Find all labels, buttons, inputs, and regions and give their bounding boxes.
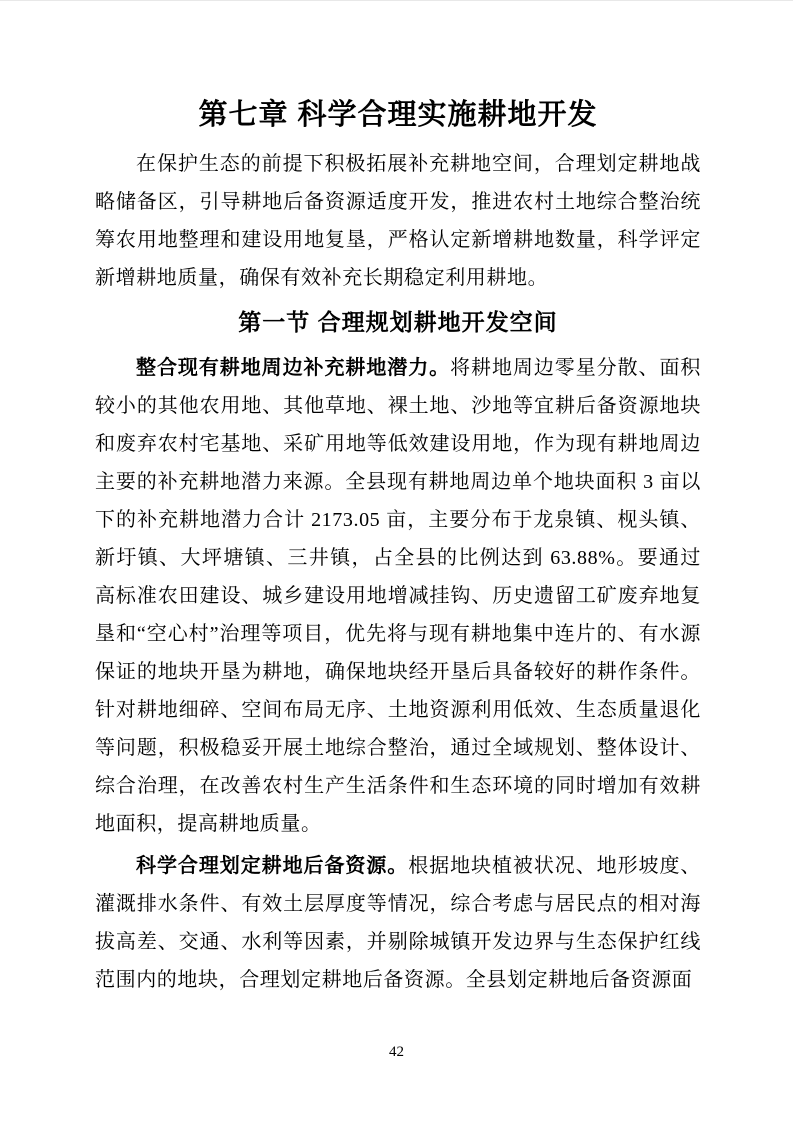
paragraph-lead: 科学合理划定耕地后备资源。 xyxy=(136,855,409,877)
chapter-title: 第七章 科学合理实施耕地开发 xyxy=(198,99,598,131)
paragraph-body: 根据地块植被状况、地形坡度、灌溉排水条件、有效土层厚度等情况，综合考虑与居民点的相对海拔高差、交通、水利等因素，并剔除城镇开发边界与生态保护红线范围内的地块，合理划定耕地后备资源。全县划定耕地后备资源面 xyxy=(95,855,701,991)
intro-paragraph: 在保护生态的前提下积极拓展补充耕地空间，合理划定耕地战略储备区，引导耕地后备资源适度开发，推进农村土地综合整治统筹农用地整理和建设用地复垦，严格认定新增耕地数量，科学评定新增耕地质量，确保有效补充长期稳定利用耕地。 xyxy=(95,153,701,289)
section-title: 第一节 合理规划耕地开发空间 xyxy=(238,309,558,335)
paragraph-delineate-reserve-resources xyxy=(95,847,701,999)
paragraph-lead: 整合现有耕地周边补充耕地潜力。 xyxy=(136,357,451,379)
paragraph-integrate-farmland-potential xyxy=(95,349,701,843)
page-number: 42 xyxy=(389,1044,404,1060)
paragraph-body: 将耕地周边零星分散、面积较小的其他农用地、其他草地、裸土地、沙地等宜耕后备资源地块和废弃农村宅基地、采矿用地等低效建设用地，作为现有耕地周边主要的补充耕地潜力来源。全县现有耕地周边单个地块面积 3 亩以下的补充耕地潜力合计 2173.05 亩，主要分布于龙泉镇、枧头镇、新圩镇、大坪塘镇、三井镇，占全县的比例达到 63.88%。要通过高标准农田建设、城乡建设用地增减挂钩、历史遗留工矿废弃地复垦和“空心村”治理等项目，优先将与现有耕地集中连片的、有水源保证的地块开垦为耕地，确保地块经开垦后具备较好的耕作条件。针对耕地细碎、空间布局无序、土地资源利用低效、生态质量退化等问题，积极稳妥开展土地综合整治，通过全域规划、整体设计、综合治理，在改善农村生产生活条件和生态环境的同时增加有效耕地面积，提高耕地质量。 xyxy=(95,357,701,835)
